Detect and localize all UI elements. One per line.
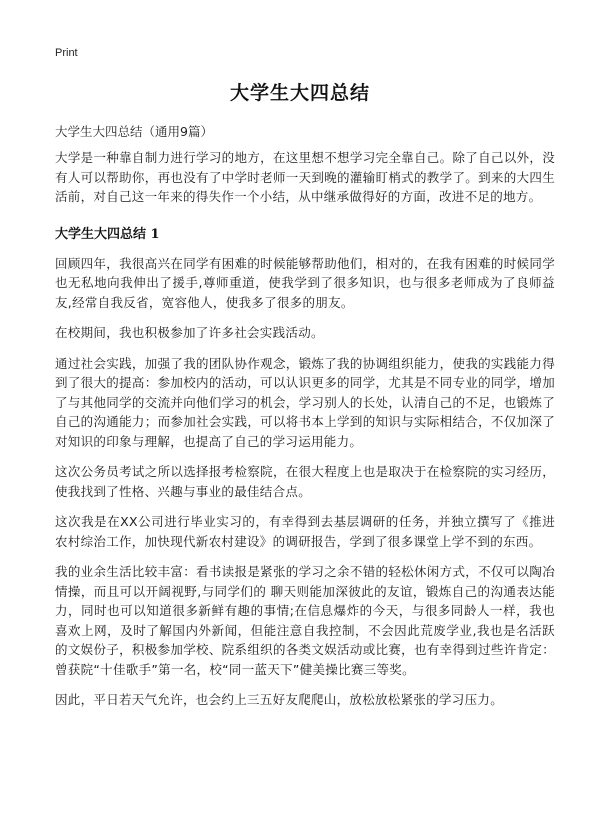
document-body — [55, 148, 555, 721]
body-paragraph: 因此，平日若天气允许，也会约上三五好友爬爬山，放松放松紧张的学习压力。 — [55, 692, 504, 707]
body-paragraph: 我的业余生活比较丰富：看书读报是紧张的学习之余不错的轻松休闲方式，不仅可以陶冶情操，而且可以开阔视野,与同学们的 聊天则能加深彼此的友谊，锻炼自己的沟通表达能力，同时也可以知道很多新鲜有趣的事情;在信息爆炸的今天，与很多同龄人一样，我也喜欢上网，及时了解国内外新闻，但能注意自我控制，不会因此荒废学业,我也是名活跃的文娱份子，积极参加学校、院系组织的各类文娱活动或比赛，也有幸得到过些许肯定：曾获院“十佳歌手”第一名，校“同一蓝天下”健美操比赛三等奖。 — [55, 564, 555, 677]
body-paragraph: 回顾四年，我很高兴在同学有困难的时候能够帮助他们，相对的，在我有困难的时候同学也无私地向我伸出了援手,尊师重道，使我学到了很多知识，也与很多老师成为了良师益友,经常自我反省，宽容他人，使我多了很多的朋友。 — [55, 255, 555, 310]
print-link[interactable]: Print — [55, 47, 78, 59]
section-heading: 大学生大四总结 1 — [55, 226, 160, 242]
body-paragraph: 这次公务员考试之所以选择报考检察院，在很大程度上也是取决于在检察院的实习经历，使我找到了性格、兴趣与事业的最佳结合点。 — [55, 464, 555, 499]
body-paragraph: 通过社会实践，加强了我的团队协作观念，锻炼了我的协调组织能力，使我的实践能力得到了很大的提高：参加校内的活动，可以认识更多的同学，尤其是不同专业的同学，增加了与其他同学的交流并向他们学习的机会，学习别人的长处，认清自己的不足，也锻炼了自己的沟通能力；而参加社会实践，可以将书本上学到的知识与实际相结合，不仅加深了对知识的印象与理解，也提高了自己的学习运用能力。 — [55, 355, 555, 449]
intro-paragraph: 大学是一种靠自制力进行学习的地方，在这里想不想学习完全靠自己。除了自己以外，没有人可以帮助你，再也没有了中学时老师一天到晚的灌输盯梢式的教学了。到来的大四生活前，对自己这一年来的得失作一个小结，从中继承做得好的方面，改进不足的地方。 — [55, 150, 555, 204]
page-title: 大学生大四总结 — [229, 82, 370, 104]
body-paragraph: 这次我是在XX公司进行毕业实习的，有幸得到去基层调研的任务，并独立撰写了《推进农村综治工作，加快现代新农村建设》的调研报告，学到了很多课堂上学不到的东西。 — [55, 514, 555, 549]
document-subtitle: 大学生大四总结（通用9篇） — [55, 124, 213, 139]
body-paragraph: 在校期间，我也积极参加了许多社会实践活动。 — [55, 325, 324, 340]
